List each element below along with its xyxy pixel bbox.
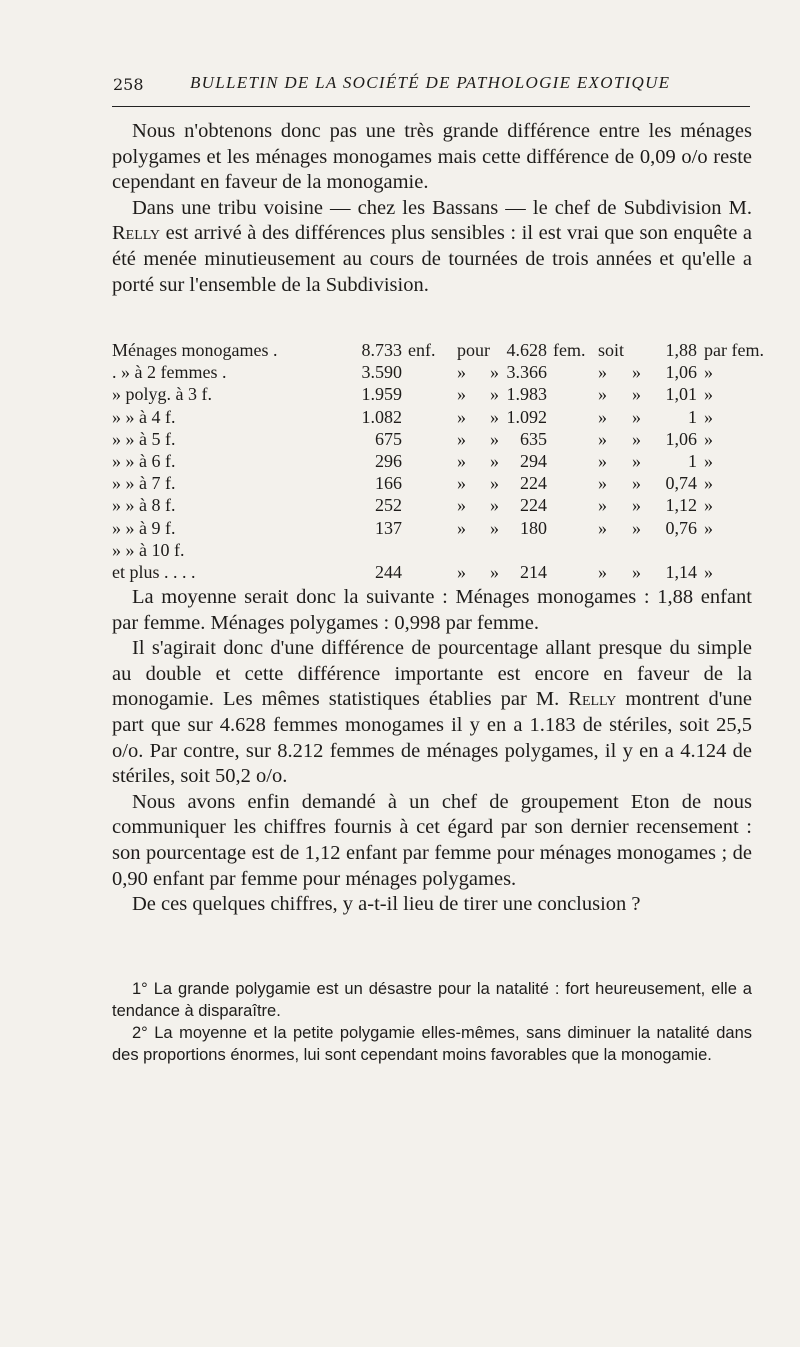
table-cell-ratio: 0,74 — [665, 473, 697, 494]
intro-text — [112, 119, 752, 298]
table-cell-ratio: 1 — [688, 406, 697, 427]
table-cell-q2: » — [490, 428, 499, 449]
table-cell-q1: » — [457, 450, 466, 471]
table-cell-q1: » — [457, 362, 466, 383]
paragraph: De ces quelques chiffres, y a-t-il lieu de tirer une conclusion ? — [132, 893, 641, 916]
table-cell-q3: » — [598, 384, 607, 405]
text: est arrivé à des différences plus sensibles : il est vrai que son enquête a été menée minutieusement au cours de tournées de trois années et qu'elle a porté sur l'ensemble de la Subdivision. — [112, 222, 752, 296]
table-cell-q3: » — [598, 428, 607, 449]
table-cell-label: Ménages monogames . — [112, 340, 278, 360]
table-cell-label: » » à 7 f. — [112, 473, 176, 494]
table-cell-fem: 1.092 — [506, 406, 547, 427]
table-cell-enf: 166 — [375, 473, 402, 494]
table-cell-q4: » — [632, 473, 641, 494]
table-row — [112, 429, 757, 451]
table-cell-q1: pour — [457, 340, 490, 360]
table-cell-q1: » — [457, 384, 466, 405]
table-cell-q4: » — [632, 517, 641, 538]
table-cell-ratio: 1,88 — [665, 340, 697, 360]
table-cell-ratio: 1,14 — [665, 561, 697, 582]
table-cell-q1: » — [457, 473, 466, 494]
table-cell-enf: 3.590 — [361, 362, 402, 383]
table-row — [112, 362, 757, 384]
running-title: BULLETIN DE LA SOCIÉTÉ DE PATHOLOGIE EXOTIQUE — [190, 73, 671, 92]
table-cell-label: » » à 5 f. — [112, 428, 176, 449]
table-cell-enf: 675 — [375, 428, 402, 449]
table-cell-ratio: 1,12 — [665, 495, 697, 516]
table-cell-enf: 1.959 — [361, 384, 402, 405]
table-row — [112, 340, 764, 362]
table-cell-q3: » — [598, 450, 607, 471]
table-cell-q4: » — [632, 450, 641, 471]
table-cell-q2: » — [490, 473, 499, 494]
paragraph: La moyenne serait donc la suivante : Ménages monogames : 1,88 enfant par femme. Ménages polygames : 0,998 par femme. — [112, 586, 752, 634]
table-cell-q1: » — [457, 406, 466, 427]
table-cell-fem: 224 — [520, 473, 547, 494]
table-cell-fem: 180 — [520, 517, 547, 538]
table-row — [112, 451, 757, 473]
table-cell-q3: soit — [598, 340, 625, 360]
person-name: Relly — [112, 222, 161, 245]
table-row — [112, 562, 757, 584]
text: montrent d'une part que sur 4.628 femmes monogames il y en a 1.183 de stériles, soit 25,5 o/o. Par contre, sur 8.212 femmes de ménages polygames, il y en a 4.124 de stériles, soit 50,2 o/o. — [112, 688, 752, 788]
table-cell-label: » polyg. à 3 f. — [112, 384, 212, 405]
table-row — [112, 540, 757, 562]
paragraph: Nous avons enfin demandé à un chef de groupement Eton de nous communiquer les chiffres fournis à cet égard par son dernier recensement : son pourcentage est de 1,12 enfant par femme pour ménages monogames ; de 0,90 enfant par femme pour ménages polygames. — [112, 790, 752, 890]
table-row — [112, 384, 757, 406]
table-cell-enf: 244 — [375, 561, 402, 582]
table-cell-fem: 1.983 — [506, 384, 547, 405]
table-cell-q3: » — [598, 362, 607, 383]
table-cell-q4: » — [632, 362, 641, 383]
table-cell-q5: » — [704, 428, 713, 449]
table-cell-ratio: 1,06 — [665, 428, 697, 449]
table-cell-enf: 296 — [375, 450, 402, 471]
table-cell-q5: » — [704, 450, 713, 471]
table-cell-label: » » à 9 f. — [112, 517, 176, 538]
text: Il s'agirait donc d'une différence de pourcentage allant presque du simple au double et cette différence importante est encore en faveur de la monogamie. Les mêmes statistiques établies par M. — [112, 637, 752, 711]
table-cell-fem: 3.366 — [506, 362, 547, 383]
table-cell-q4: » — [632, 495, 641, 516]
table-cell-q1: » — [457, 561, 466, 582]
table-cell-q4: » — [632, 384, 641, 405]
table-cell-enf: 8.733 — [361, 340, 402, 360]
table-cell-label: » » à 10 f. — [112, 539, 185, 560]
table-cell-q2: » — [490, 495, 499, 516]
table-cell-enf-unit: enf. — [408, 340, 436, 360]
page-number: 258 — [113, 75, 144, 94]
table-cell-q5: » — [704, 384, 713, 405]
note: 1° La grande polygamie est un désastre pour la natalité : fort heureusement, elle a tendance à disparaître. — [112, 980, 752, 1020]
table-cell-fem: 214 — [520, 561, 547, 582]
table-cell-fem-unit: fem. — [553, 340, 586, 360]
table-cell-q2: » — [490, 362, 499, 383]
table-cell-q5: » — [704, 495, 713, 516]
table-cell-q5: » — [704, 517, 713, 538]
paragraph: Nous n'obtenons donc pas une très grande différence entre les ménages polygames et les ménages monogames mais cette différence de 0,09 o/o reste cependant en faveur de la monogamie. — [112, 120, 752, 194]
table-row — [112, 473, 757, 495]
table-cell-q1: » — [457, 428, 466, 449]
table-cell-q3: » — [598, 406, 607, 427]
table-cell-ratio: 1,06 — [665, 362, 697, 383]
table-cell-q2: » — [490, 561, 499, 582]
table-cell-q2: » — [490, 450, 499, 471]
paragraph — [112, 636, 752, 790]
header-rule — [112, 106, 750, 107]
table-cell-label: et plus . . . . — [112, 561, 196, 582]
conclusion-notes — [112, 978, 752, 1066]
table-cell-label: » » à 6 f. — [112, 450, 176, 471]
table-cell-label: » » à 4 f. — [112, 406, 176, 427]
table-cell-fem: 224 — [520, 495, 547, 516]
table-cell-ratio: 0,76 — [665, 517, 697, 538]
table-row — [112, 407, 757, 429]
table-cell-q4: » — [632, 428, 641, 449]
table-cell-ratio: 1,01 — [665, 384, 697, 405]
table-cell-q3: » — [598, 473, 607, 494]
table-cell-label: » » à 8 f. — [112, 495, 176, 516]
table-cell-ratio-unit: par fem. — [704, 340, 764, 360]
table-cell-q1: » — [457, 517, 466, 538]
statistics-table — [112, 340, 764, 584]
table-cell-q2: » — [490, 406, 499, 427]
table-cell-q5: » — [704, 362, 713, 383]
conclusion-text — [112, 585, 752, 918]
table-cell-ratio: 1 — [688, 450, 697, 471]
table-cell-label: . » à 2 femmes . — [112, 362, 227, 383]
table-cell-fem: 294 — [520, 450, 547, 471]
table-cell-q3: » — [598, 517, 607, 538]
table-cell-fem: 635 — [520, 428, 547, 449]
table-row — [112, 495, 757, 517]
table-cell-enf: 1.082 — [361, 406, 402, 427]
table-cell-q1: » — [457, 495, 466, 516]
table-cell-q3: » — [598, 561, 607, 582]
table-cell-enf: 252 — [375, 495, 402, 516]
paragraph — [112, 196, 752, 298]
table-cell-enf: 137 — [375, 517, 402, 538]
text: Dans une tribu voisine — chez les Bassans — le chef de Subdivision M. — [132, 196, 752, 219]
table-row — [112, 518, 757, 540]
note: 2° La moyenne et la petite polygamie elles-mêmes, sans diminuer la natalité dans des proportions énormes, lui sont cependant moins favorables que la monogamie. — [112, 1024, 752, 1064]
table-cell-q5: » — [704, 406, 713, 427]
table-cell-q4: » — [632, 406, 641, 427]
table-cell-q2: » — [490, 517, 499, 538]
table-cell-q3: » — [598, 495, 607, 516]
table-cell-q5: » — [704, 561, 713, 582]
person-name: Relly — [568, 688, 617, 711]
table-cell-q5: » — [704, 473, 713, 494]
table-cell-q2: » — [490, 384, 499, 405]
table-cell-q4: » — [632, 561, 641, 582]
table-cell-fem: 4.628 — [506, 340, 547, 360]
